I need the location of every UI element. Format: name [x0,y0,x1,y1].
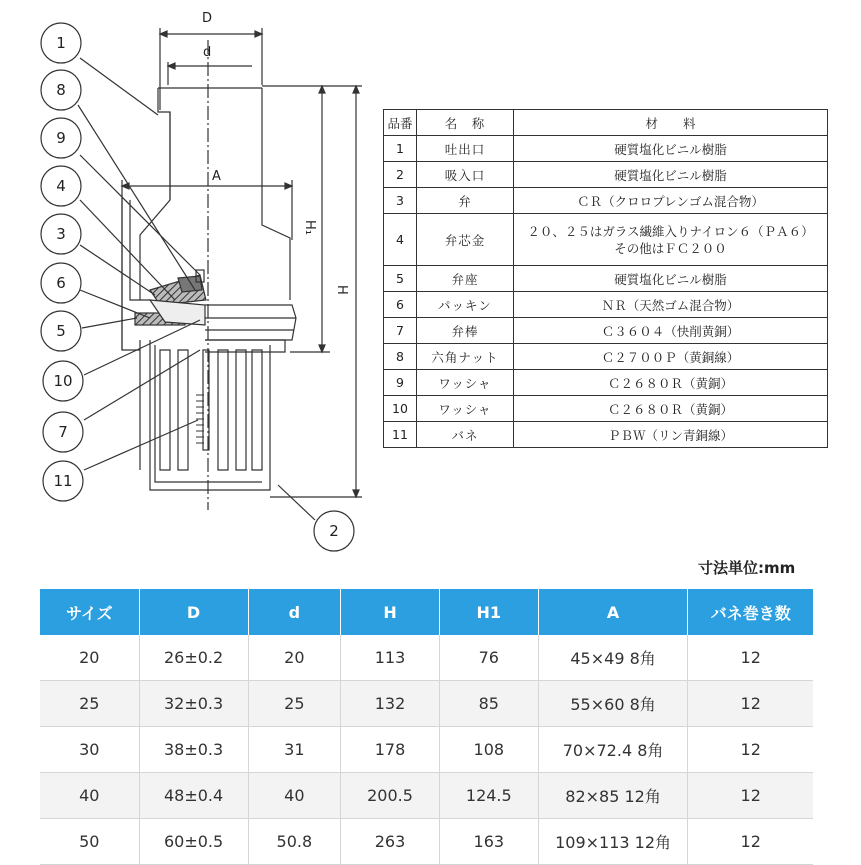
part-number: 8 [384,344,417,370]
header-part-no: 品番 [384,110,417,136]
size-cell: 25 [248,681,341,727]
part-material: Ｃ２６８０Ｒ（黄銅） [514,370,828,396]
size-table [40,589,813,865]
part-name: バネ [417,422,514,448]
parts-row [384,396,828,422]
parts-row [384,370,828,396]
size-row [40,819,813,865]
size-cell: 20 [248,635,341,681]
size-cell: 38±0.3 [139,727,248,773]
parts-row [384,214,828,266]
callout-7 [43,412,83,452]
part-material: Ｃ２７００Ｐ（黄銅線） [514,344,828,370]
callout-3 [41,214,81,254]
parts-row [384,188,828,214]
part-material-line2: その他はＦＣ２００ [614,240,727,256]
part-material: ＰＢＷ（リン青銅線） [514,422,828,448]
callout-6 [41,263,81,303]
part-material: 硬質塩化ビニル樹脂 [514,136,828,162]
size-cell: 178 [341,727,440,773]
part-material: Ｃ２６８０Ｒ（黄銅） [514,396,828,422]
parts-table-header [384,110,828,136]
callout-4 [41,166,81,206]
part-name: 弁 [417,188,514,214]
callout-2 [314,511,354,551]
callout-number: 11 [53,472,73,490]
callout-number: 7 [58,423,68,441]
parts-row [384,318,828,344]
part-number: 4 [384,214,417,266]
callout-number: 10 [53,372,73,390]
dim-label-H: H [334,285,349,295]
parts-row [384,266,828,292]
part-name: 六角ナット [417,344,514,370]
callout-number: 3 [56,225,66,243]
part-name: 弁棒 [417,318,514,344]
part-number: 7 [384,318,417,344]
size-header-cell: d [248,589,341,635]
callout-number: 4 [56,177,66,195]
size-cell: 113 [341,635,440,681]
size-cell: 76 [439,635,538,681]
size-cell: 12 [688,727,813,773]
header-material: 材 料 [514,110,828,136]
parts-row [384,344,828,370]
size-cell: 40 [248,773,341,819]
part-material: ＮＲ（天然ゴム混合物） [514,292,828,318]
callout-number: 8 [56,81,66,99]
part-number: 5 [384,266,417,292]
foot-valve-drawing [0,0,380,560]
dim-label-H1: H₁ [302,220,317,235]
size-cell: 30 [40,727,139,773]
callout-number: 6 [56,274,66,292]
part-material: 硬質塩化ビニル樹脂 [514,266,828,292]
part-name: 弁座 [417,266,514,292]
callout-9 [41,118,81,158]
parts-table [383,109,828,448]
size-row [40,635,813,681]
part-number: 10 [384,396,417,422]
size-cell: 50 [40,819,139,865]
part-material [514,214,828,266]
size-table-header [40,589,813,635]
size-cell: 26±0.2 [139,635,248,681]
size-header-cell: A [538,589,688,635]
dim-label-D: D [202,11,213,26]
size-cell: 70×72.4 8角 [538,727,688,773]
part-material: ＣＲ（クロロプレンゴム混合物） [514,188,828,214]
size-cell: 48±0.4 [139,773,248,819]
parts-row [384,162,828,188]
part-number: 2 [384,162,417,188]
unit-label: 寸法単位:mm [698,559,796,577]
size-cell: 55×60 8角 [538,681,688,727]
size-header-cell: D [139,589,248,635]
size-cell: 31 [248,727,341,773]
callout-number: 5 [56,322,66,340]
size-header-cell: H [341,589,440,635]
size-cell: 12 [688,773,813,819]
callout-number: 1 [56,34,66,52]
part-name: 吐出口 [417,136,514,162]
parts-row [384,422,828,448]
part-name: ワッシャ [417,370,514,396]
size-cell: 263 [341,819,440,865]
header-name: 名 称 [417,110,514,136]
size-row [40,681,813,727]
part-number: 6 [384,292,417,318]
size-cell: 25 [40,681,139,727]
size-cell: 200.5 [341,773,440,819]
dim-label-A: A [212,169,221,184]
callout-11 [43,461,83,501]
size-cell: 12 [688,681,813,727]
part-name: 吸入口 [417,162,514,188]
size-cell: 12 [688,819,813,865]
dim-label-d: d [203,45,212,60]
size-row [40,727,813,773]
size-cell: 45×49 8角 [538,635,688,681]
size-cell: 85 [439,681,538,727]
size-cell: 163 [439,819,538,865]
part-number: 11 [384,422,417,448]
callout-1 [41,23,81,63]
callout-10 [43,361,83,401]
size-header-cell: サイズ [40,589,139,635]
part-material: 硬質塩化ビニル樹脂 [514,162,828,188]
parts-row [384,136,828,162]
callout-5 [41,311,81,351]
size-header-cell: H1 [439,589,538,635]
size-row [40,773,813,819]
part-material: Ｃ３６０４（快削黄銅） [514,318,828,344]
size-cell: 82×85 12角 [538,773,688,819]
part-name: パッキン [417,292,514,318]
size-cell: 32±0.3 [139,681,248,727]
callout-number: 2 [329,522,339,540]
size-cell: 132 [341,681,440,727]
part-number: 1 [384,136,417,162]
size-cell: 108 [439,727,538,773]
callout-8 [41,70,81,110]
part-number: 9 [384,370,417,396]
size-header-cell: バネ巻き数 [688,589,813,635]
part-name: 弁芯金 [417,214,514,266]
size-cell: 40 [40,773,139,819]
part-name: ワッシャ [417,396,514,422]
size-cell: 20 [40,635,139,681]
callout-number: 9 [56,129,66,147]
size-cell: 124.5 [439,773,538,819]
size-cell: 50.8 [248,819,341,865]
size-cell: 60±0.5 [139,819,248,865]
parts-row [384,292,828,318]
part-material-line1: ２０、２５はガラス繊維入りナイロン６（ＰＡ６） [527,223,814,239]
size-cell: 12 [688,635,813,681]
part-number: 3 [384,188,417,214]
size-cell: 109×113 12角 [538,819,688,865]
